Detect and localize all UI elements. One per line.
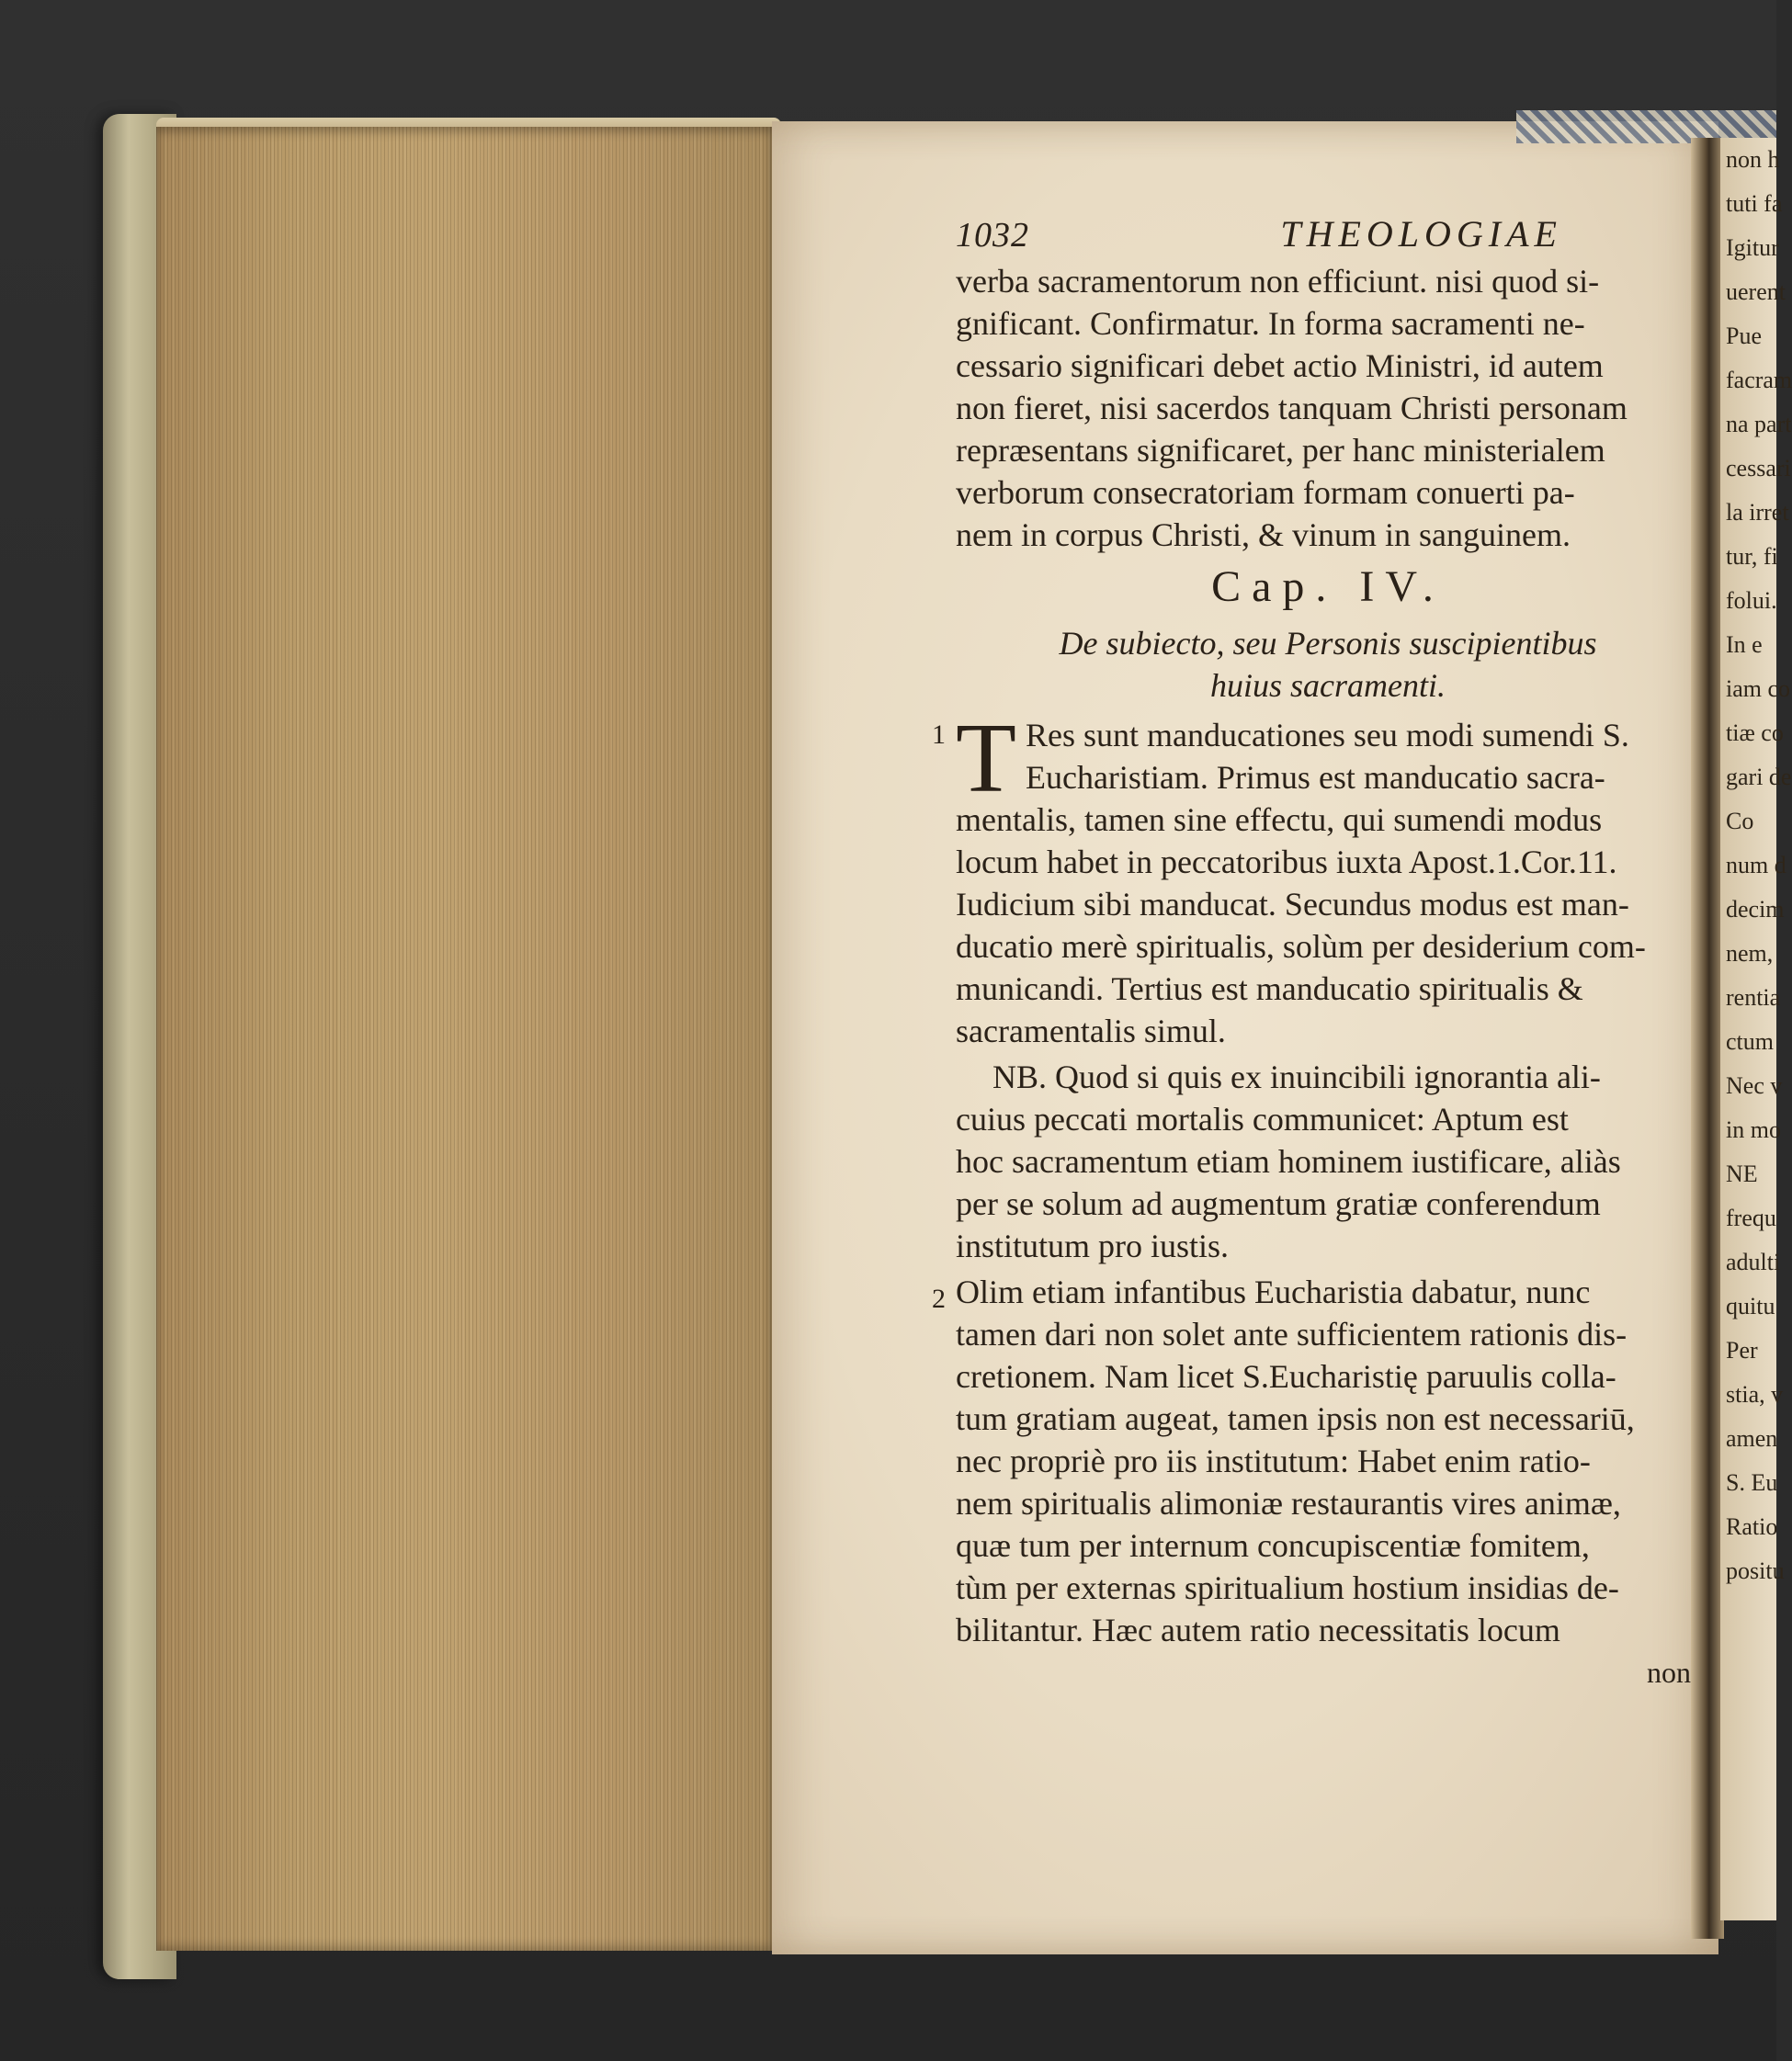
text-line: quæ tum per internum concupiscentiæ fomitem, <box>956 1527 1590 1564</box>
facing-page-line: ctum <box>1726 1028 1774 1055</box>
facing-page-line: Pue <box>1726 323 1762 349</box>
facing-page-line: iam co <box>1726 675 1791 702</box>
facing-page-line: Igitur <box>1726 234 1779 261</box>
facing-page-line: amen <box>1726 1425 1778 1452</box>
facing-page-line: non h <box>1726 146 1780 173</box>
text-line: nem in corpus Christi, & vinum in sanguinem. <box>956 516 1571 553</box>
facing-page-line: num d <box>1726 852 1786 878</box>
facing-page-line: Per <box>1726 1337 1758 1364</box>
facing-page-line: gari de <box>1726 764 1792 790</box>
text-line: locum habet in peccatoribus iuxta Apost.1.Cor.11. <box>956 844 1617 880</box>
paragraph-number: 1 <box>932 719 946 750</box>
text-line: ducatio merè spiritualis, solùm per desiderium com- <box>956 928 1646 965</box>
text-line: hoc sacramentum etiam hominem iustificare, aliàs <box>956 1143 1621 1180</box>
text-line: cretionem. Nam licet S.Eucharistię paruulis colla- <box>956 1358 1616 1395</box>
text-line: mentalis, tamen sine effectu, qui sumendi modus <box>956 801 1603 838</box>
facing-page-line: uerent <box>1726 278 1786 305</box>
text-line: cessario significari debet actio Ministri, id autem <box>956 347 1604 384</box>
text-line: verborum consecratoriam formam conuerti pa- <box>956 474 1575 511</box>
text-line: per se solum ad augmentum gratiæ conferendum <box>956 1185 1601 1222</box>
facing-page-line: In e <box>1726 631 1763 658</box>
text-line: Eucharistiam. Primus est manducatio sacra- <box>1025 759 1605 796</box>
facing-page-line: rentia <box>1726 984 1781 1011</box>
text-line: verba sacramentorum non efficiunt. nisi quod si- <box>956 263 1600 300</box>
text-line: bilitantur. Hæc autem ratio necessitatis locum <box>956 1612 1560 1648</box>
paragraph-1 <box>932 704 1700 1052</box>
facing-page-line: adulti <box>1726 1249 1781 1275</box>
text-line: gnificant. Confirmatur. In forma sacramenti ne- <box>956 305 1585 342</box>
chapter-title: Cap. IV. <box>1211 562 1445 611</box>
text-line: nem spiritualis alimoniæ restaurantis vires animæ, <box>956 1485 1621 1522</box>
text-line: Olim etiam infantibus Eucharistia dabatur, nunc <box>956 1274 1591 1310</box>
page-number: 1032 <box>956 216 1029 255</box>
facing-page-line: in mo <box>1726 1116 1781 1143</box>
paragraph-2 <box>932 1271 1700 1651</box>
text-line: cuius peccati mortalis communicet: Aptum est <box>956 1101 1569 1138</box>
page-edges-block <box>156 127 772 1951</box>
text-line: tum gratiam augeat, tamen ipsis non est necessariū, <box>956 1400 1635 1437</box>
page-header <box>956 213 1700 256</box>
facing-page-line: nem, <box>1726 940 1774 967</box>
text-line: Iudicium sibi manducat. Secundus modus est man- <box>956 886 1629 923</box>
facing-page-line: Ratio <box>1726 1513 1778 1540</box>
facing-page-line: Co <box>1726 808 1754 834</box>
text-line: non fieret, nisi sacerdos tanquam Christi personam <box>956 390 1628 426</box>
paragraph-number: 2 <box>932 1284 946 1314</box>
nota-bene <box>956 1056 1700 1267</box>
facing-page-line: tuti fa <box>1726 190 1783 217</box>
text-line: tamen dari non solet ante sufficientem rationis dis- <box>956 1316 1628 1353</box>
facing-page-line: la irret <box>1726 499 1789 526</box>
facing-page-line: tiæ co <box>1726 719 1784 746</box>
chapter-subtitle: huius sacramenti. <box>1210 667 1446 704</box>
facing-page-line: quitu <box>1726 1293 1775 1319</box>
text-line: repræsentans significaret, per hanc ministerialem <box>956 432 1605 469</box>
facing-page-line: positu <box>1726 1557 1785 1584</box>
text-line: municandi. Tertius est manducatio spiritualis & <box>956 970 1583 1007</box>
text-line: sacramentalis simul. <box>956 1013 1226 1049</box>
chapter-subtitle: De subiecto, seu Personis suscipientibus <box>1059 625 1597 662</box>
facing-page-line: Nec v <box>1726 1072 1783 1099</box>
opening-lines <box>956 260 1700 556</box>
facing-page-line: NE <box>1726 1161 1758 1187</box>
running-head: THEOLOGIAE <box>1280 213 1562 255</box>
page-text <box>932 213 1700 1693</box>
text-line: Res sunt manducationes seu modi sumendi S. <box>1025 717 1629 753</box>
facing-page-line: decim <box>1726 896 1785 923</box>
facing-page-line: facram <box>1726 367 1792 393</box>
catchword: non <box>1647 1656 1691 1689</box>
facing-page-fragment <box>1720 138 1792 1920</box>
facing-page-line: tur, fi <box>1726 543 1778 570</box>
text-line: tùm per externas spiritualium hostium insidias de- <box>956 1569 1619 1606</box>
facing-page-line: frequ <box>1726 1205 1776 1231</box>
drop-capital: T <box>956 704 1016 813</box>
facing-page-line: S. Eu <box>1726 1469 1778 1496</box>
facing-page-line: folui. <box>1726 587 1777 614</box>
text-line: institutum pro iustis. <box>956 1228 1230 1264</box>
text-line: nec propriè pro iis institutum: Habet enim ratio- <box>956 1443 1591 1479</box>
facing-page-line: stia, v <box>1726 1381 1784 1408</box>
facing-page-line: na part <box>1726 411 1792 437</box>
facing-page-line: cessari <box>1726 455 1791 481</box>
text-line: NB. Quod si quis ex inuincibili ignorantia ali- <box>992 1059 1601 1095</box>
